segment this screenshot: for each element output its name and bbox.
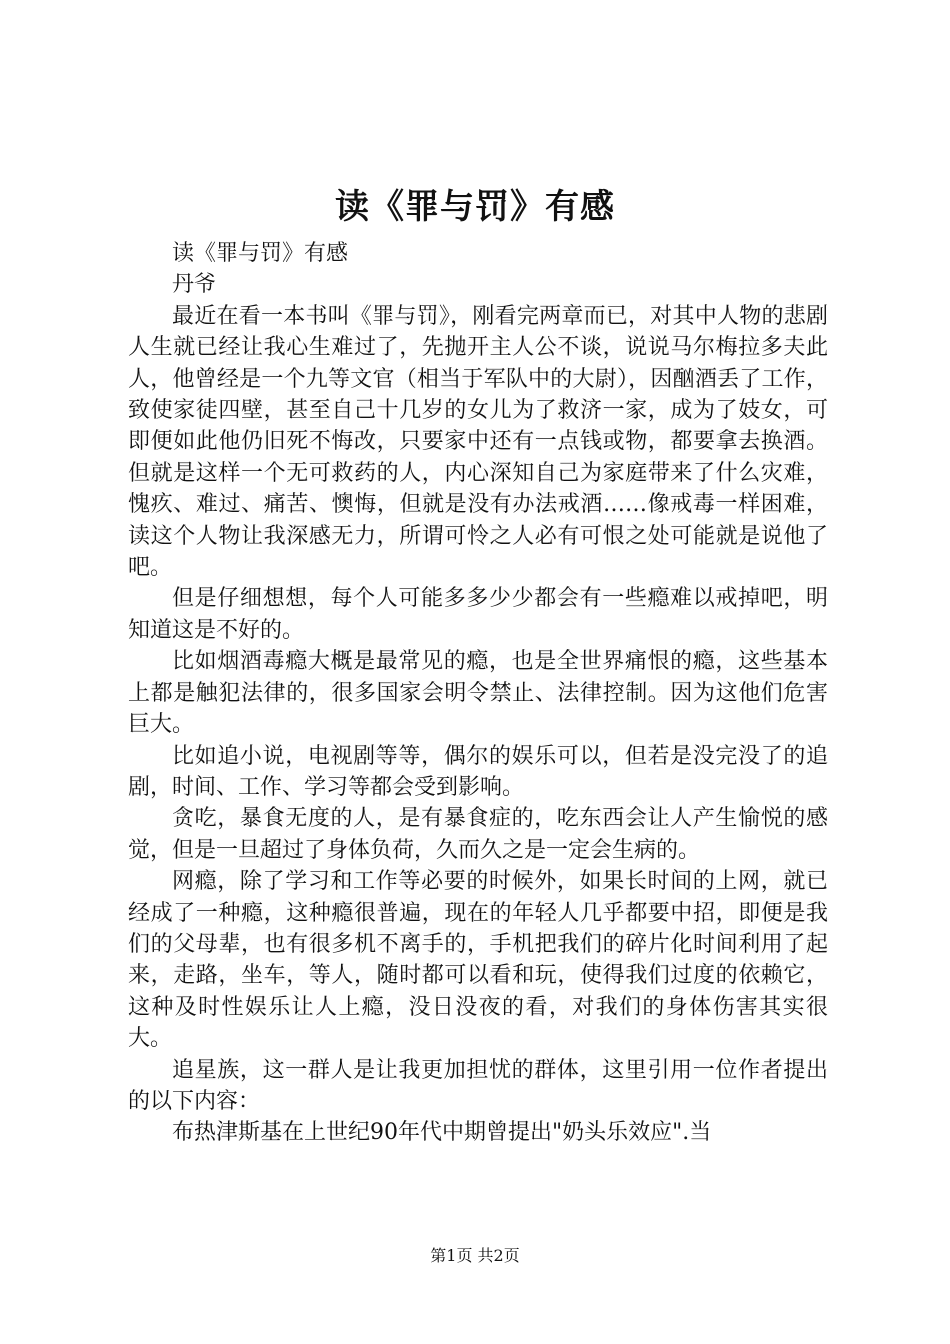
paragraph: 布热津斯基在上世纪90年代中期曾提出"奶头乐效应".当 — [172, 1120, 712, 1146]
paragraph: 但是仔细想想，每个人可能多多少少都会有一些瘾难以戒掉吧，明知道这是不好的。 — [128, 586, 828, 643]
paragraph: 网瘾，除了学习和工作等必要的时候外，如果长时间的上网，就已经成了一种瘾，这种瘾很普遍，现在的年轻人几乎都要中招，即便是我们的父母辈，也有很多机不离手的，手机把我们的碎片化时间利用了起来，走路，坐车，等人，随时都可以看和玩，使得我们过度的依赖它，这种及时性娱乐让人上瘾，没日没夜的看，对我们的身体伤害其实很大。 — [128, 869, 828, 1052]
paragraph: 最近在看一本书叫《罪与罚》，刚看完两章而已，对其中人物的悲剧人生就已经让我心生难过了，先抛开主人公不谈，说说马尔梅拉多夫此人，他曾经是一个九等文官（相当于军队中的大尉），因酗酒丢了工作，致使家徒四壁，甚至自己十几岁的女儿为了救济一家，成为了妓女，可即便如此他仍旧死不悔改，只要家中还有一点钱或物，都要拿去换酒。但就是这样一个无可救药的人，内心深知自己为家庭带来了什么灾难，愧疚、难过、痛苦、懊悔，但就是没有办法戒酒……像戒毒一样困难，读这个人物让我深感无力，所谓可怜之人必有可恨之处可能就是说他了吧。 — [128, 303, 828, 581]
paragraph: 追星族，这一群人是让我更加担忧的群体，这里引用一位作者提出的以下内容： — [128, 1057, 828, 1114]
paragraph: 比如烟酒毒瘾大概是最常见的瘾，也是全世界痛恨的瘾，这些基本上都是触犯法律的，很多国家会明令禁止、法律控制。因为这他们危害巨大。 — [128, 649, 828, 738]
document-body — [128, 238, 828, 1149]
document-title: 读《罪与罚》有感 — [335, 187, 615, 227]
author-line: 丹爷 — [172, 272, 217, 298]
page-number-footer: 第1页 共2页 — [430, 1246, 520, 1265]
paragraph: 贪吃，暴食无度的人，是有暴食症的，吃东西会让人产生愉悦的感觉，但是一旦超过了身体负荷，久而久之是一定会生病的。 — [128, 806, 828, 863]
paragraph: 比如追小说，电视剧等等，偶尔的娱乐可以，但若是没完没了的追剧，时间、工作、学习等都会受到影响。 — [128, 743, 828, 800]
subtitle-line: 读《罪与罚》有感 — [172, 241, 349, 266]
